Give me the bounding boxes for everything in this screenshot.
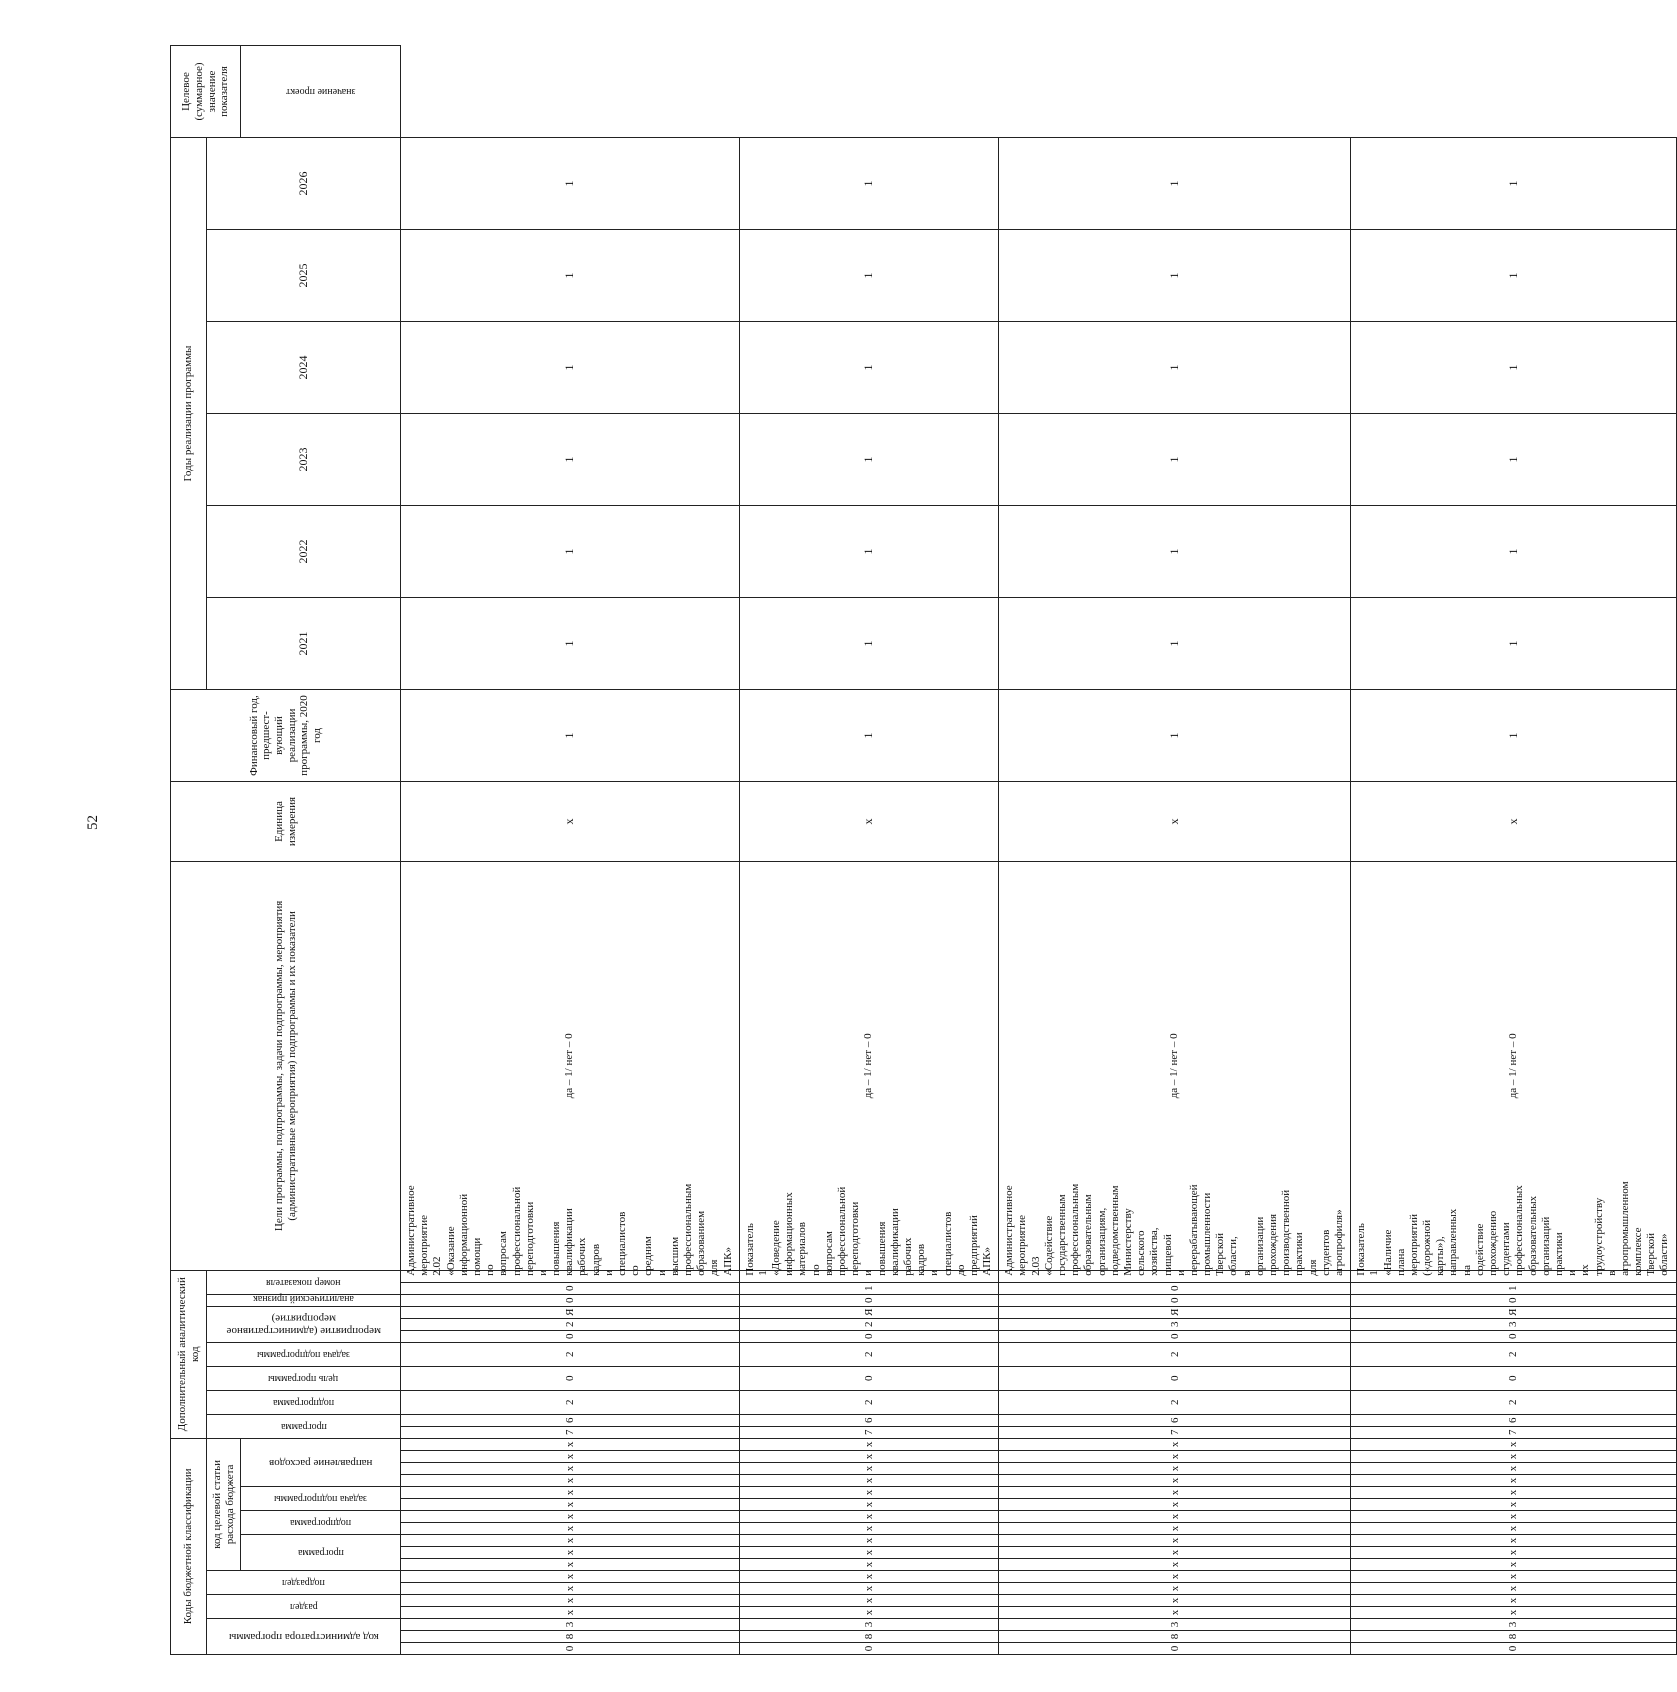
budget-code-cell: x [739,1463,999,1475]
expense-direction-header: направление расходов [268,1456,373,1469]
budget-code-cell: x [739,1571,999,1583]
budget-code-cell: x [401,1511,740,1523]
year-value-cell: 1 [1351,690,1677,782]
budget-code-cell: x [999,1523,1351,1535]
analytic-code-header: Дополнительный аналитический код [171,1270,207,1438]
a-subprogram-task-header: задача подпрограммы [257,1349,350,1360]
admin-code-header: код администратора программы [228,1630,379,1643]
target-value-header: Целевое (суммарное) значение показателя [171,46,241,138]
analytic-code-digit: Я [401,1306,740,1318]
budget-code-cell: x [1351,1595,1677,1607]
analytic-code-digit: 0 [401,1330,740,1342]
analytic-code-digit: 0 [739,1330,999,1342]
budget-code-cell: x [1351,1438,1677,1450]
year-value-cell: 1 [999,230,1351,322]
goal-name-cell: Административное мероприятие 2.03 «Содействие государственным профессиональным образовательным организациям, подведомственным Министерству сельского хозяйства, пищевой и перерабатывающей промышленности Тверской области, в организации прохождения производственной практики для студентов агропрофиля» [999,1270,1351,1282]
budget-code-cell: x [999,1559,1351,1571]
budget-code-cell: x [1351,1559,1677,1571]
budget-code-cell: x [999,1487,1351,1499]
year-value-cell: 1 [739,322,999,414]
analytic-code-digit: 0 [1351,1366,1677,1390]
year-value-cell: 1 [1351,414,1677,506]
budget-code-cell: x [739,1475,999,1487]
analytic-code-digit: 7 [739,1426,999,1438]
admin-code-digit: 3 [999,1619,1351,1631]
budget-code-cell: x [739,1535,999,1547]
analytic-code-digit: 7 [1351,1426,1677,1438]
prev-year-cell: x [1351,782,1677,862]
budget-code-cell: x [401,1499,740,1511]
year-value-cell: 1 [1351,598,1677,690]
program-table-container [170,45,1671,1655]
analytic-code-digit: 0 [739,1294,999,1306]
year-2023-header: 2023 [207,414,401,506]
analytic-code-digit: 0 [1351,1294,1677,1306]
year-value-cell: 1 [739,690,999,782]
analytic-code-digit: 0 [401,1366,740,1390]
analytic-code-digit: 6 [999,1414,1351,1426]
admin-code-digit: 3 [1351,1619,1677,1631]
goal-name-cell: Административное мероприятие 2.02 «Оказание информационной помощи по вопросам профессиональной переподготовки и повышения квалификации рабочих кадров и специалистов со средним и высшим профессиональным образованием для АПК» [401,1270,740,1282]
budget-code-cell: x [401,1463,740,1475]
analytic-code-digit: Я [739,1306,999,1318]
admin-code-digit: 8 [999,1631,1351,1643]
analytic-code-digit: 7 [401,1426,740,1438]
budget-code-cell: x [999,1438,1351,1450]
year-value-cell: 1 [999,598,1351,690]
analytic-code-digit: 0 [999,1282,1351,1294]
unit-cell: да – 1/ нет – 0 [999,862,1351,1271]
year-value-cell: 1 [1351,506,1677,598]
year-value-cell: 1 [999,690,1351,782]
table-row [401,46,740,1655]
program-code-header: программа [297,1547,344,1559]
budget-code-cell: x [1351,1475,1677,1487]
budget-code-cell: x [739,1438,999,1450]
year-value-cell: 1 [401,690,740,782]
target-code-header: код целевой статьи расхода бюджета [207,1438,241,1570]
budget-code-cell: x [999,1571,1351,1583]
prev-year-cell: x [401,782,740,862]
analytic-code-digit: Я [1351,1306,1677,1318]
goal-name-cell: Показатель 1 «Наличие плана мероприятий («дорожной карты»), направленных на содействие прохождению студентами профессиональных образовательных организаций практики и их трудоустройству в агропромышленном комплексе Тверской области» [1351,1270,1677,1282]
budget-code-cell: x [1351,1487,1677,1499]
budget-code-cell: x [401,1547,740,1559]
year-value-cell: 1 [739,598,999,690]
admin-code-digit: 8 [739,1631,999,1643]
subprogram-code-header: подпрограмма [289,1517,352,1529]
budget-code-cell: x [739,1595,999,1607]
year-value-cell: 1 [401,230,740,322]
section-header: раздел [289,1601,318,1613]
budget-code-cell: x [999,1595,1351,1607]
analytic-code-digit: 0 [401,1294,740,1306]
budget-code-cell: x [401,1595,740,1607]
analytic-code-digit: 2 [401,1390,740,1414]
budget-code-cell: x [1351,1523,1677,1535]
year-value-cell: 1 [401,506,740,598]
budget-code-cell: x [401,1559,740,1571]
analytic-code-digit: 3 [1351,1318,1677,1330]
page-number: 52 [85,815,101,830]
table-row [999,46,1351,1655]
budget-code-cell: x [401,1487,740,1499]
admin-code-digit: 8 [401,1631,740,1643]
budget-code-cell: x [999,1475,1351,1487]
analytic-code-digit: 1 [1351,1282,1677,1294]
budget-code-cell: x [999,1547,1351,1559]
admin-code-digit: 3 [739,1619,999,1631]
prev-year-cell: x [999,782,1351,862]
admin-code-digit: 0 [401,1643,740,1655]
budget-code-cell: x [999,1499,1351,1511]
year-2021-header: 2021 [207,598,401,690]
analytic-code-digit: 0 [739,1366,999,1390]
unit-cell: да – 1/ нет – 0 [1351,862,1677,1271]
budget-code-cell: x [739,1607,999,1619]
unit-header: Единица измерения [171,782,401,862]
unit-cell: да – 1/ нет – 0 [401,862,740,1271]
target-value-cell: 1 [999,138,1351,230]
target-sub-header: значение проект [241,46,401,138]
budget-code-cell: x [999,1463,1351,1475]
budget-code-cell: x [401,1607,740,1619]
a-event-header: мероприятие (административное мероприятие) [226,1312,381,1337]
analytic-code-digit: 2 [739,1390,999,1414]
analytic-code-digit: 0 [1351,1330,1677,1342]
budget-code-cell: x [1351,1511,1677,1523]
budget-codes-header: Коды бюджетной классификации [171,1438,207,1654]
year-value-cell: 1 [999,322,1351,414]
admin-code-digit: 3 [401,1619,740,1631]
budget-code-cell: x [739,1451,999,1463]
admin-code-digit: 8 [1351,1631,1677,1643]
table-body [401,46,1677,1655]
budget-code-cell: x [401,1451,740,1463]
analytic-code-digit: 0 [401,1282,740,1294]
year-2022-header: 2022 [207,506,401,598]
budget-code-cell: x [1351,1571,1677,1583]
analytic-code-digit: 0 [999,1330,1351,1342]
budget-code-cell: x [1351,1583,1677,1595]
year-2024-header: 2024 [207,322,401,414]
a-indicator-no-header: номер показателя [266,1276,341,1288]
budget-code-cell: x [1351,1463,1677,1475]
budget-code-cell: x [401,1475,740,1487]
year-value-cell: 1 [401,414,740,506]
budget-code-cell: x [401,1535,740,1547]
table-row [739,46,999,1655]
year-value-cell: 1 [739,230,999,322]
year-2025-header: 2025 [207,230,401,322]
prev-year-cell: x [739,782,999,862]
budget-code-cell: x [999,1535,1351,1547]
year-value-cell: 1 [401,598,740,690]
analytic-code-digit: 6 [1351,1414,1677,1426]
budget-code-cell: x [739,1547,999,1559]
budget-code-cell: x [1351,1547,1677,1559]
years-group-header: Годы реализации программы [171,138,207,690]
year-value-cell: 1 [1351,322,1677,414]
analytic-code-digit: 1 [739,1282,999,1294]
target-value-cell: 1 [1351,138,1677,230]
analytic-code-digit: 2 [999,1342,1351,1366]
analytic-code-digit: 2 [401,1342,740,1366]
a-subprogram-header: подпрограмма [272,1397,335,1408]
fin-year-header: Финансовый год, предшест-вующий реализации программы, 2020 год [171,690,401,782]
analytic-code-digit: 3 [999,1318,1351,1330]
admin-code-digit: 0 [739,1643,999,1655]
analytic-code-digit: 0 [999,1294,1351,1306]
year-value-cell: 1 [1351,230,1677,322]
budget-code-cell: x [1351,1535,1677,1547]
analytic-code-digit: 2 [1351,1342,1677,1366]
target-value-cell: 1 [401,138,740,230]
year-value-cell: 1 [739,506,999,598]
budget-code-cell: x [401,1583,740,1595]
budget-code-cell: x [1351,1607,1677,1619]
target-value-cell: 1 [739,138,999,230]
admin-code-digit: 0 [1351,1643,1677,1655]
goals-header: Цели программы, подпрограммы, задачи подпрограммы, мероприятия (административные мероприятия) подпрограммы и их показатели [171,862,401,1271]
analytic-code-digit: 6 [739,1414,999,1426]
program-indicators-table [170,45,1677,1655]
budget-code-cell: x [999,1583,1351,1595]
analytic-code-digit: 7 [999,1426,1351,1438]
analytic-code-digit: 2 [1351,1390,1677,1414]
budget-code-cell: x [739,1583,999,1595]
year-value-cell: 1 [999,414,1351,506]
budget-code-cell: x [1351,1451,1677,1463]
budget-code-cell: x [739,1487,999,1499]
budget-code-cell: x [1351,1499,1677,1511]
budget-code-cell: x [739,1499,999,1511]
goal-name-cell: Показатель 1 «Доведение информационных материалов по вопросам профессиональной переподготовки и повышения квалификации рабочих кадров и специалистов до предприятий АПК» [739,1270,999,1282]
budget-code-cell: x [739,1511,999,1523]
budget-code-cell: x [999,1607,1351,1619]
table-row [1351,46,1677,1655]
budget-code-cell: x [999,1511,1351,1523]
budget-code-cell: x [401,1571,740,1583]
a-program-goal-header: цель программы [268,1373,339,1384]
analytic-code-digit: 2 [999,1390,1351,1414]
a-sign-header: аналитический признак [253,1292,354,1304]
subprogram-task-code-header: задача подпрограммы [274,1493,367,1505]
year-value-cell: 1 [739,414,999,506]
a-program-header: программа [280,1421,327,1432]
admin-code-digit: 0 [999,1643,1351,1655]
year-value-cell: 1 [401,322,740,414]
analytic-code-digit: 0 [999,1366,1351,1390]
budget-code-cell: x [739,1559,999,1571]
budget-code-cell: x [999,1451,1351,1463]
budget-code-cell: x [739,1523,999,1535]
analytic-code-digit: 2 [739,1342,999,1366]
analytic-code-digit: 2 [401,1318,740,1330]
year-2026-header: 2026 [207,138,401,230]
unit-cell: да – 1/ нет – 0 [739,862,999,1271]
analytic-code-digit: 2 [739,1318,999,1330]
analytic-code-digit: 6 [401,1414,740,1426]
year-value-cell: 1 [999,506,1351,598]
budget-code-cell: x [401,1523,740,1535]
subsection-header: подраздел [282,1577,325,1589]
budget-code-cell: x [401,1438,740,1450]
analytic-code-digit: Я [999,1306,1351,1318]
